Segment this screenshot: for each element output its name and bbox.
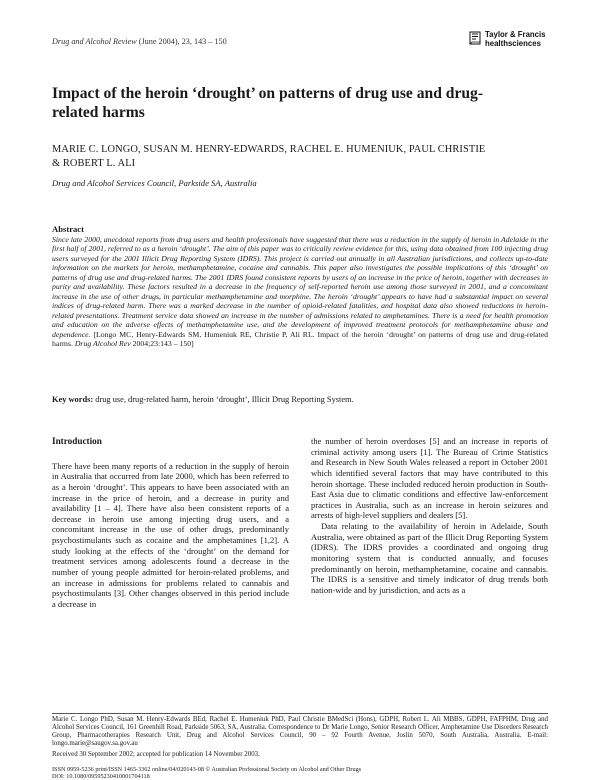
introduction-paragraph: There have been many reports of a reduction in the supply of heroin in Australia that occurred from late 2000, which has been referred to as a heroin ‘drought’. This appears to have been associated with an increase in the price of heroin, and a decrease in purity and availability [1 – 4]. There have also been consistent reports of a decrease in heroin use among injecting drug users, and a concomitant increase in the use of other drugs, predominantly psychostimulants such as cocaine and the amphetamines [1,2]. A study looking at the effects of the ‘drought’ on the demand for treatment services among adolescents found a decrease in the number of young people admitted for heroin-related problems, and an increase in admissions for problems related to cannabis and psychostimulants [3]. Other changes observed in this period include a decrease in: [52, 460, 289, 609]
abstract-citation-journal: Drug Alcohol Rev: [74, 338, 131, 348]
publisher-book-icon: [469, 31, 481, 45]
abstract-heading: Abstract: [52, 224, 84, 234]
abstract-body: [52, 235, 548, 348]
introduction-paragraph-continued: the number of heroin overdoses [5] and an increase in reports of criminal activity among users [1]. The Bureau of Crime Statistics and Research in New South Wales released a report in October 2001 which identified several factors that may have contributed to this heroin shortage. These included reduced heroin production in South-East Asia due to climatic conditions and effective law-enforcement practices in Australia, such as an increase in heroin seizures and arrests of high-level suppliers and dealers [5].: [311, 436, 548, 521]
keywords-label: Key words:: [52, 395, 94, 404]
publisher-logo: [469, 30, 546, 48]
issn-block: [52, 766, 361, 780]
publisher-imprint: healthsciences: [485, 39, 541, 48]
received-date: Received 30 September 2002; accepted for publication 14 November 2003.: [52, 751, 260, 758]
abstract-citation-end: 2004;23:143 – 150]: [130, 338, 194, 348]
running-header: [52, 37, 227, 46]
author-affiliation: Drug and Alcohol Services Council, Parkside SA, Australia: [52, 178, 257, 188]
body-column-left: [52, 436, 289, 609]
author-footnote: Marie C. Longo PhD, Susan M. Henry-Edwards BEd, Rachel E. Humeniuk PhD, Paul Christie BMedSci (Hons), GDPH, Robert L. Ali MBBS, GDPH, FAFPHM, Drug and Alcohol Services Council, 161 Greenhill Road, Parkside 5063, SA, Australia. Correspondence to Dr Marie Longo, Senior Research Officer, Amphetamine Use Disorders Research Group, Pharmacotherapies Research Unit, Drug and Alcohol Services Council, 90 – 92 Fourth Avenue, Joslin 5070, South Australia, Australia. E-mail: longo.marie@saugov.sa.gov.au: [52, 716, 548, 748]
issn-line: ISSN 0959-5236 print/ISSN 1465-3362 online/04/020143-08 © Australian Professional Society on Alcohol and Other Drugs: [52, 766, 362, 773]
footnote-divider: [52, 713, 548, 714]
journal-issue: (June 2004), 23, 143 – 150: [138, 37, 227, 46]
introduction-paragraph: Data relating to the availability of heroin in Adelaide, South Australia, were obtained as part of the Illicit Drug Reporting System (IDRS). The IDRS provides a coordinated and ongoing drug monitoring system that is conducted annually, and focuses predominantly on heroin, methamphetamine, cocaine and cannabis. The IDRS is a sensitive and timely indicator of drug trends both nation-wide and by jurisdiction, and acts as a: [311, 521, 548, 595]
author-list: MARIE C. LONGO, SUSAN M. HENRY-EDWARDS, RACHEL E. HUMENIUK, PAUL CHRISTIE & ROBERT L. ALI: [52, 144, 486, 169]
article-title: Impact of the heroin ‘drought’ on patterns of drug use and drug-related harms: [52, 85, 484, 121]
body-column-right: [311, 436, 548, 595]
abstract-text: Since late 2000, anecdotal reports from drug users and health professionals have suggested that there was a reduction in the supply of heroin in Adelaide in the first half of 2001, referred to as a heroin ‘drought’. The aim of this paper was to critically review evidence for this, using data obtained from 100 injecting drug users surveyed for the 2001 Illicit Drug Reporting System (IDRS). This project is carried out annually in all Australian jurisdictions, and collects up-to-date information on the markets for heroin, methamphetamine, cocaine and cannabis. This paper also investigates the possible implications of this ‘drought’ on patterns of drug use and drug-related harms. The 2001 IDRS found consistent reports by users of an increase in the price of heroin, together with decreases in purity and availability. These factors resulted in a decrease in the frequency of self-reported heroin use among those surveyed in 2001, and a concomitant increase in the use of other drugs, in particular methamphetamine and morphine. The heroin ‘drought’ appears to have had a substantial impact on several indices of drug-related harm. There was a marked decrease in the number of opioid-related fatalities, and hospital data also showed reductions in heroin-related presentations. Treatment service data showed an increase in the number of admissions related to amphetamines. There is a need for health promotion and education on the adverse effects of methamphetamine use, and the development of improved treatment protocols for methamphetamine abuse and dependence.: [52, 235, 548, 339]
publisher-name: Taylor & Francis: [485, 30, 546, 39]
keywords: [52, 395, 548, 404]
abstract-citation-start: [Longo MC, Henry-Edwards SM, Humeniuk RE, Christie P, Ali RL. Impact of the heroin ‘drought’ on patterns of drug use and drug-related harms.: [52, 329, 549, 348]
journal-name: Drug and Alcohol Review: [52, 37, 137, 46]
keywords-text: drug use, drug-related harm, heroin ‘drought’, Illicit Drug Reporting System.: [95, 395, 354, 404]
doi-line: DOI: 10.1080/09595230410001704118: [52, 773, 150, 780]
introduction-heading: Introduction: [52, 436, 102, 446]
